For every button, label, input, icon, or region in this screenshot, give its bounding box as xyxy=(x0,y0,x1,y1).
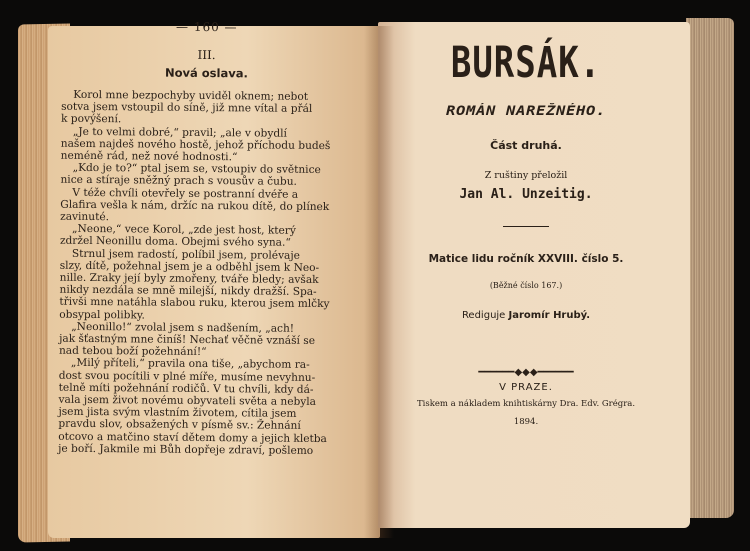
body-line: nad tebou boží požehnání!“ xyxy=(58,344,207,359)
body-line: Strnul jsem radostí, políbil jsem, prolévaje xyxy=(71,247,301,262)
body-line: Korol mne bezpochyby uviděl oknem; nebot xyxy=(73,88,309,103)
right-page-edges xyxy=(686,18,734,518)
printer-line: Tiskem a nákladem knihtiskárny Dra. Edv. Grégra. xyxy=(416,399,636,409)
chapter-title: Nová oslava. xyxy=(164,65,248,81)
ornament-rule: ━━━━━━◆◆◆━━━━━━ xyxy=(478,367,574,378)
editor-label: Rediguje xyxy=(461,310,506,321)
editor-name: Jaromír Hrubý. xyxy=(508,310,591,321)
body-line: obsypal polibky. xyxy=(59,308,145,322)
body-line: „Neone,“ vece Korol, „zde jest host, který xyxy=(72,223,296,238)
book-subtitle: ROMÁN NAREŽNÉHO. xyxy=(446,104,606,119)
body-line: „Je to velmi dobré,“ pravil; „ale v obydlí xyxy=(72,125,287,140)
body-line: neméně rád, než nové hodnosti.“ xyxy=(60,149,238,164)
body-line: sotva jsem vstoupil do síně, již mne vítal a přál xyxy=(61,100,313,116)
body-line: otcovo a matčino staví dětem domy a jejich kletba xyxy=(58,430,327,445)
book-title: BURSÁK. xyxy=(450,38,602,88)
running-number: (Běžné číslo 167.) xyxy=(489,281,563,290)
body-line: V téže chvíli otevřely se postranní dvéře a xyxy=(72,186,299,201)
page-number: — 160 — xyxy=(176,19,238,35)
body-line: třivši mne natáhla slabou ruku, kterou jsem mlčky xyxy=(59,296,330,311)
publication-year: 1894. xyxy=(513,417,539,427)
translator-name: Jan Al. Unzeitig. xyxy=(459,187,593,202)
body-line: jak šťastným mne činíš! Nechať věčně vznáší se xyxy=(59,332,316,348)
body-text xyxy=(58,89,351,458)
body-line: jsem jista svým vlastním životem, cítila jsem xyxy=(58,406,297,421)
body-line: telně míti požehnání rodičů. V tu chvíli, kdy dá- xyxy=(58,381,314,396)
series-info: Matice lidu ročník XXVIII. číslo 5. xyxy=(428,253,624,265)
translated-from: Z ruštiny přeložil xyxy=(484,170,568,181)
body-line: zdržel Neonillu doma. Obejmi svého syna.“ xyxy=(59,235,291,250)
chapter-number: III. xyxy=(197,47,216,63)
left-page-text xyxy=(58,19,352,458)
body-line: „Neonillo!“ zvolal jsem s nadšením, „ach! xyxy=(71,320,295,335)
body-line: pravdu slov, obsažených v písmě sv.: Žehnání xyxy=(58,418,301,433)
body-line: našem najdeš nového hostě, jehož příchodu budeš xyxy=(60,137,331,152)
title-page xyxy=(376,30,676,427)
body-line: „Kdo je to?“ ptal jsem se, vstoupiv do světnice xyxy=(72,162,321,177)
body-line: dost svou pocítili v plné míře, musíme nevyhnu- xyxy=(58,369,316,384)
body-line: nille. Zraky její byly zmořeny, tváře bledy; avšak xyxy=(59,271,319,287)
body-line: Glafira vešla k nám, držíc na rukou dítě, do plínek xyxy=(60,198,330,213)
body-line: nice a stíraje sněžný prach s vousův a čubu. xyxy=(60,174,297,189)
part-label: Část druhá. xyxy=(490,139,562,152)
body-line: je boří. Jakmile mi Bůh dopřeje zdraví, pošlemo xyxy=(58,442,314,457)
body-line: k povýšení. xyxy=(60,113,122,126)
body-line: vala jsem život novému obyvateli světa a nebyla xyxy=(58,393,317,409)
body-line: zavinuté. xyxy=(60,210,110,224)
body-line: nikdy nezdála se mně milejší, nikdy dražší. Spa- xyxy=(59,283,317,299)
publication-place: V PRAZE. xyxy=(499,382,553,393)
editor-line xyxy=(376,310,676,321)
body-line: slzy, dítě, požehnal jsem je a odběhl jsem k Neo- xyxy=(59,259,320,274)
divider-rule xyxy=(503,226,549,227)
body-line: „Milý příteli,“ pravila ona tiše, „abychom ra- xyxy=(70,357,310,372)
